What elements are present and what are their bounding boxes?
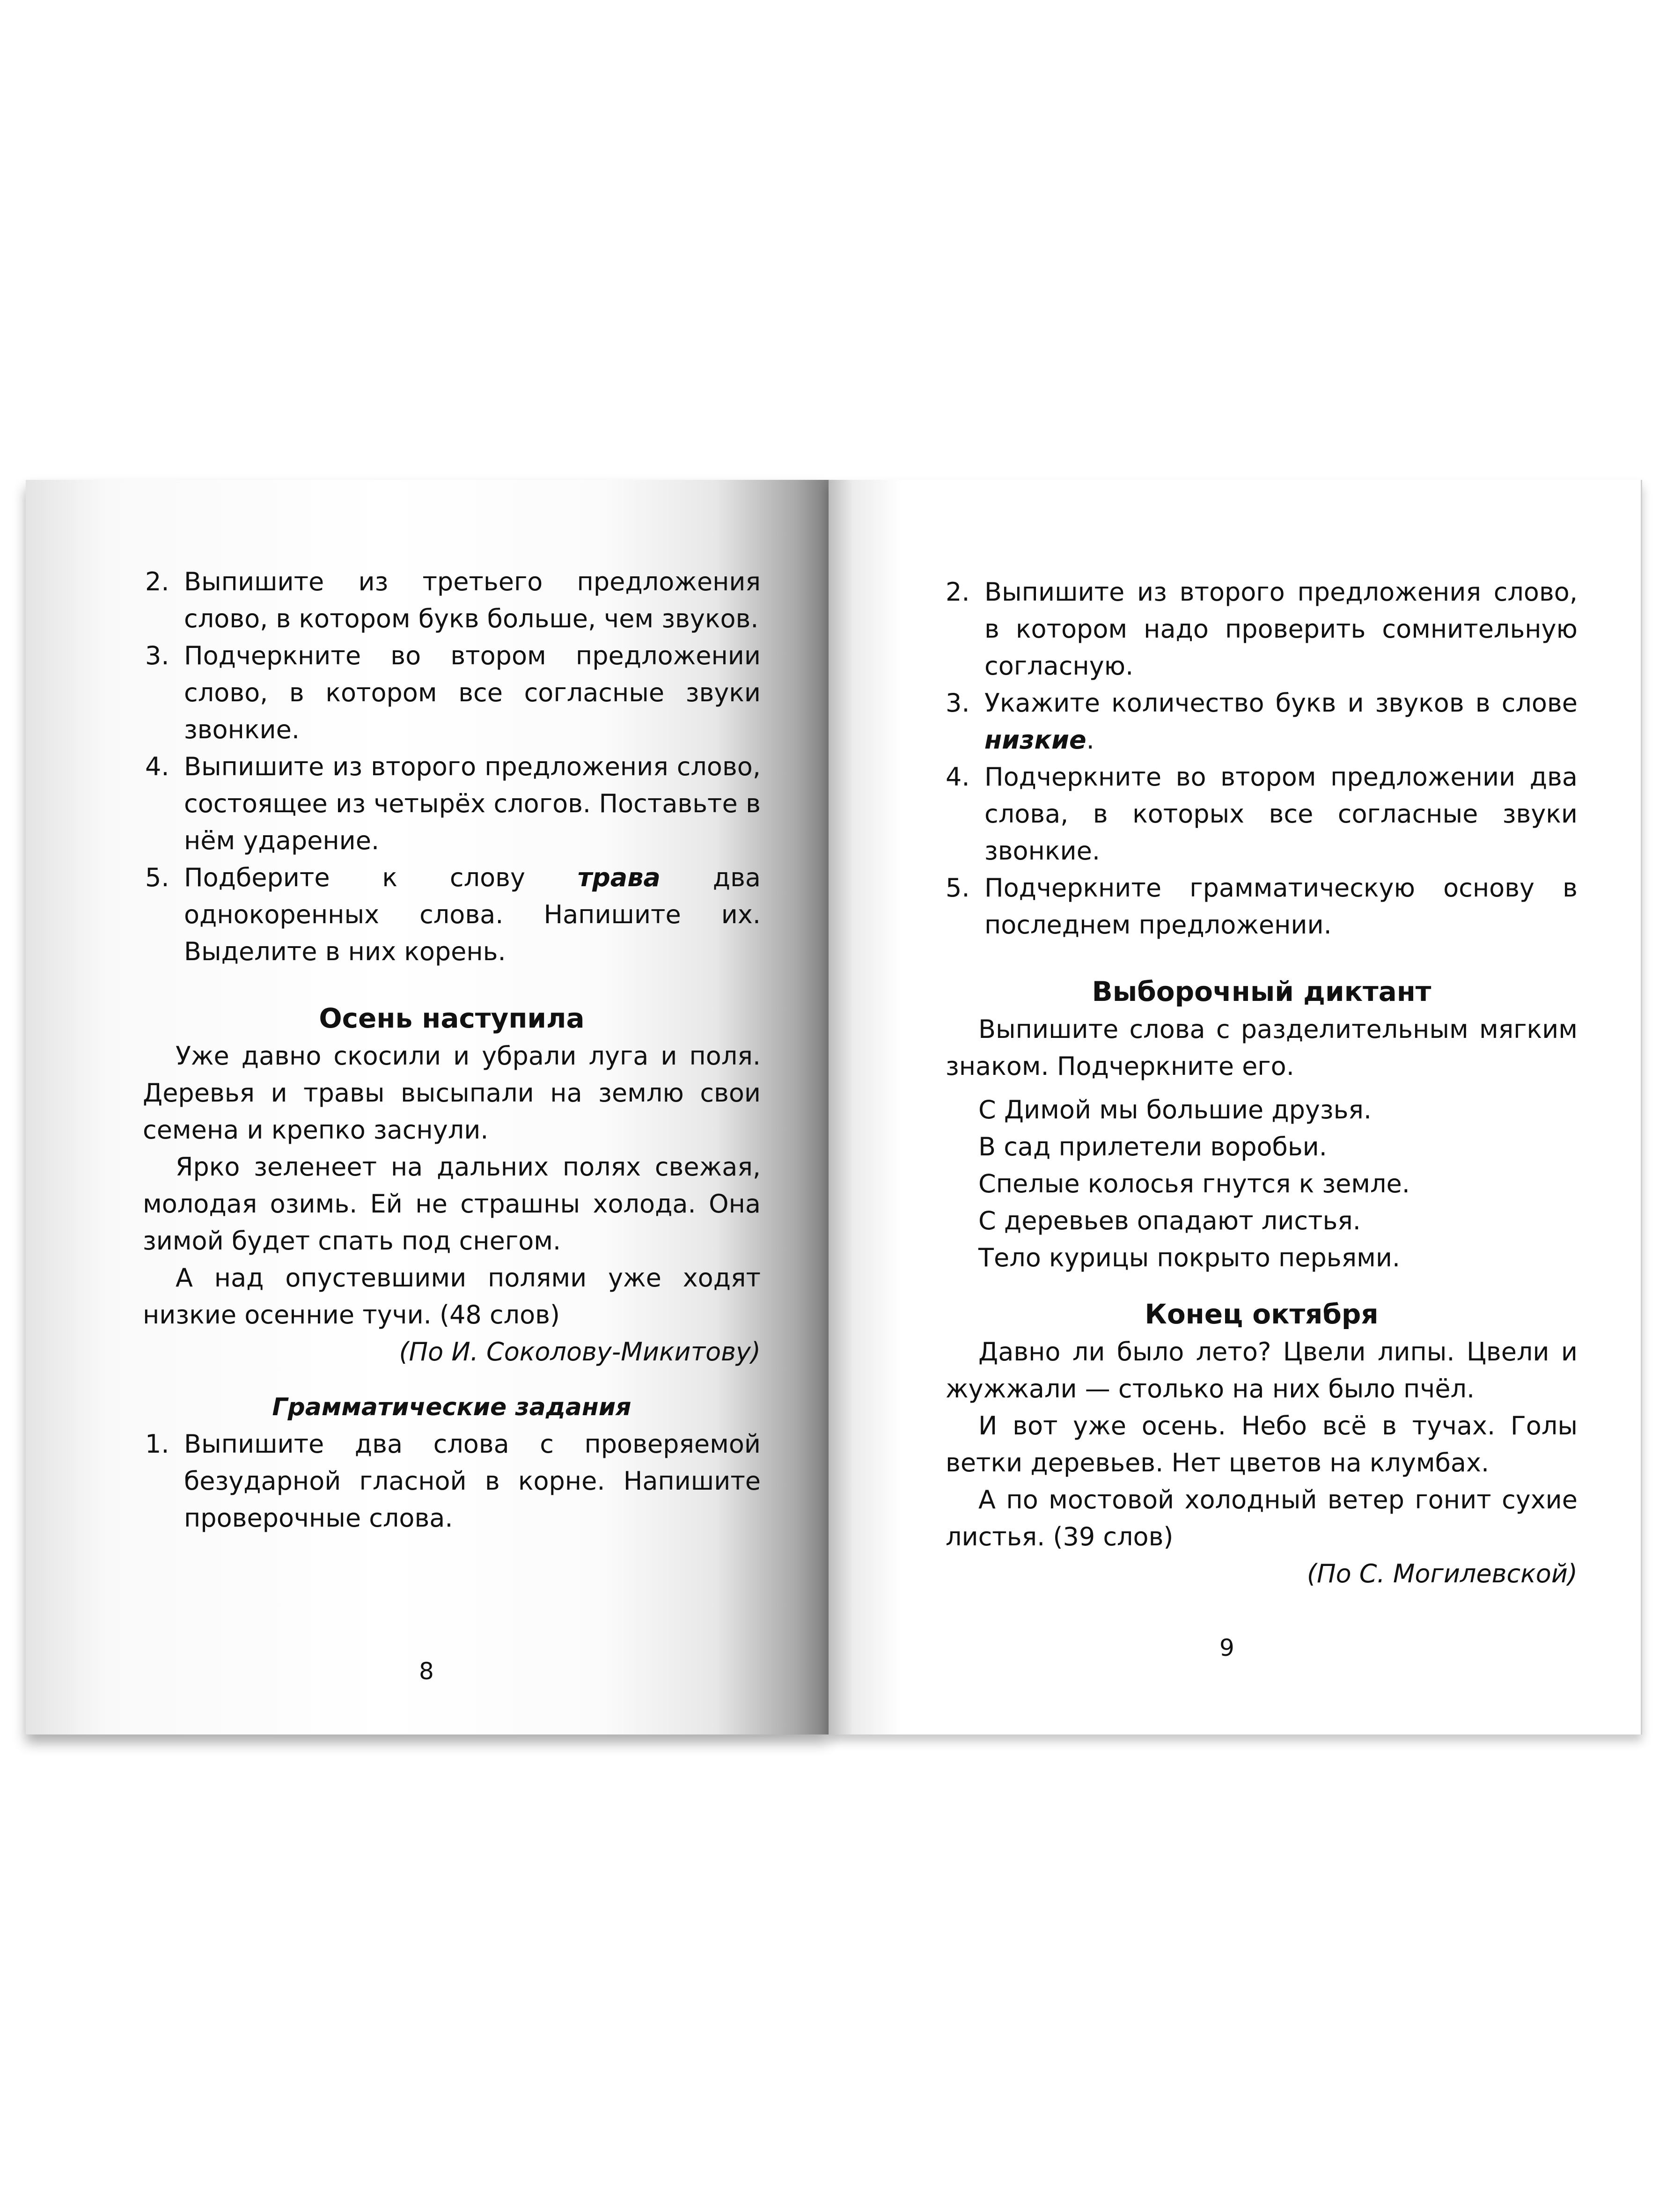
dictation-paragraph: Уже давно скосили и убрали луга и поля. Деревья и травы высыпали на землю свои семена и крепко заснули. [143, 1041, 761, 1145]
task-item [145, 859, 761, 970]
task-number: 3. [145, 641, 169, 670]
task-number: 3. [946, 688, 970, 718]
task-number: 2. [145, 567, 169, 596]
dictation-title: Осень наступила [319, 1002, 585, 1034]
selective-sentence: Спелые колосья гнутся к земле. [978, 1169, 1410, 1198]
dictation-paragraph: А по мостовой холодный ветер гонит сухие листья. (39 слов) [946, 1485, 1578, 1551]
task-text-after: два однокоренных слова. Напишите их. Выделите в них корень. [184, 863, 761, 966]
task-item [145, 1426, 761, 1536]
task-number: 1. [145, 1429, 169, 1459]
task-number: 2. [946, 577, 970, 607]
task-text: Подчеркните грамматическую основу в последнем предложении. [984, 873, 1578, 940]
task-text: Подчеркните во втором предложении два слова, в которых все согласные звуки звонкие. [984, 762, 1578, 866]
task-number: 5. [946, 873, 970, 903]
dictation-title: Конец октября [1145, 1298, 1379, 1330]
task-text [984, 684, 1578, 758]
selective-dictation-title: Выборочный диктант [1092, 976, 1431, 1007]
right-page [829, 480, 1642, 1734]
left-page-content [143, 563, 761, 1536]
right-page-content [946, 573, 1578, 1592]
task-text: Выпишите два слова с проверяемой безударной гласной в корне. Напишите проверочные слова. [184, 1429, 761, 1533]
task-text-after: . [1086, 725, 1094, 755]
page-number: 8 [419, 1658, 434, 1685]
task-item [946, 684, 1578, 758]
grammar-tasks-title: Грамматические задания [272, 1393, 631, 1421]
task-number: 4. [946, 762, 970, 792]
selective-sentence: Тело курицы покрыто перьями. [978, 1243, 1401, 1272]
page-number: 9 [1219, 1634, 1234, 1661]
task-text: Подчеркните во втором предложении слово, в котором все согласные звуки звонкие. [184, 641, 761, 744]
task-item [145, 748, 761, 859]
selective-sentence: В сад прилетели воробьи. [978, 1132, 1327, 1161]
dictation-paragraph: И вот уже осень. Небо всё в тучах. Голы ветки деревьев. Нет цветов на клумбах. [946, 1411, 1578, 1477]
task-text: Выпишите из третьего предложения слово, в котором букв больше, чем звуков. [184, 567, 761, 633]
emphasized-word: низкие [984, 725, 1086, 755]
selective-sentence-list [946, 1091, 1578, 1276]
task-item [145, 637, 761, 748]
emphasized-word: трава [577, 863, 661, 892]
task-item [946, 758, 1578, 869]
selective-instruction: Выпишите слова с разделительным мягким знаком. Подчеркните его. [946, 1014, 1578, 1081]
author-attribution: (По И. Соколову-Микитову) [399, 1337, 761, 1367]
dictation-paragraph: А над опустевшими полями уже ходят низкие осенние тучи. (48 слов) [143, 1263, 761, 1330]
selective-sentence: С Димой мы большие друзья. [978, 1095, 1372, 1124]
task-item [946, 573, 1578, 684]
task-text-before: Укажите количество букв и звуков в слове [984, 688, 1578, 718]
task-number: 5. [145, 863, 169, 892]
task-text: Выпишите из второго предложения слово, состоящее из четырёх слогов. Поставьте в нём ударение. [184, 752, 761, 855]
task-number: 4. [145, 752, 169, 781]
task-text: Выпишите из второго предложения слово, в котором надо проверить сомнительную согласную. [984, 577, 1578, 681]
task-item [946, 869, 1578, 943]
task-item [145, 563, 761, 637]
left-page [26, 480, 829, 1734]
dictation-paragraph: Давно ли было лето? Цвели липы. Цвели и жужжали — столько на них было пчёл. [946, 1337, 1578, 1404]
author-attribution: (По С. Могилевской) [1307, 1559, 1578, 1588]
task-text [184, 859, 761, 970]
selective-sentence: С деревьев опадают листья. [978, 1206, 1361, 1235]
task-text-before: Подберите к слову [184, 863, 578, 892]
dictation-paragraph: Ярко зеленеет на дальних полях свежая, молодая озимь. Ей не страшны холода. Она зимой будет спать под снегом. [143, 1152, 761, 1256]
